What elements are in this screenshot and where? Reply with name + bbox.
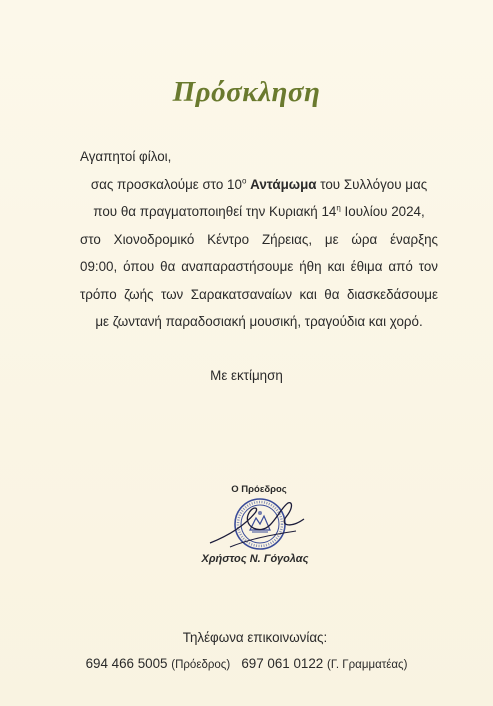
paragraph-line-5: τρόπο ζωής των Σαρακατσαναίων και θα διασκεδάσουμε [80, 286, 438, 302]
closing-text: Με εκτίμηση [210, 368, 283, 383]
contact-phones [0, 656, 493, 671]
invitation-title: Πρόσκληση [172, 76, 321, 108]
invitation-paragraph [80, 171, 438, 336]
invitation-body [80, 143, 438, 336]
president-name: Χρήστος Ν. Γόγολας [201, 553, 309, 565]
phone-secretary-role: (Γ. Γραμματέας) [327, 659, 408, 671]
greeting: Αγαπητοί φίλοι, [80, 149, 172, 164]
paragraph-line-3: στο Χιονοδρομικό Κέντρο Ζήρειας, με ώρα έναρξης [80, 231, 438, 247]
phone-president[interactable]: 694 466 5005 [85, 656, 168, 671]
paragraph-line-6: με ζωντανή παραδοσιακή μουσική, τραγούδια και χορό. [95, 314, 423, 329]
event-number: 10 [227, 176, 242, 192]
contact-label: Τηλέφωνα επικοινωνίας: [182, 630, 328, 645]
phone-secretary[interactable]: 697 061 0122 [241, 656, 324, 671]
signature-icon [200, 495, 320, 555]
paragraph-line-4: 09:00, όπου θα αναπαραστήσουμε ήθη και έθιμα από τον [80, 259, 438, 274]
event-name: Αντάμωμα [250, 176, 317, 192]
paragraph-line-1: σας προσκαλούμε στο $10^o$ Αντάμωμα του Συλλόγου μας [90, 176, 428, 192]
president-title: Ο Πρόεδρος [231, 484, 287, 495]
paragraph-line-2: που θα πραγματοποιηθεί την Κυριακή $14^\eta$ Ιουλίου 2024, [93, 203, 425, 219]
phone-president-role: (Πρόεδρος) [171, 659, 231, 671]
